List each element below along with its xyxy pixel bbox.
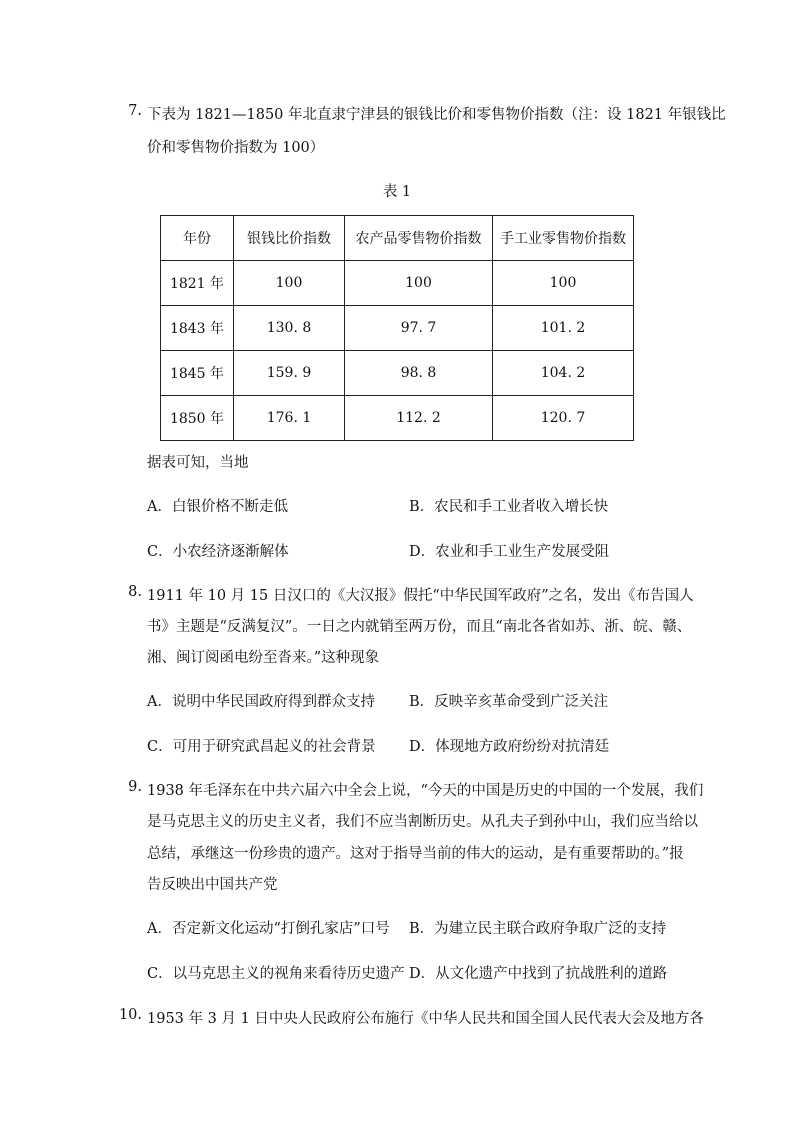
option-d[interactable]: D．从文化遗产中找到了抗战胜利的道路 [409, 966, 668, 982]
question-number: 8. [128, 584, 142, 600]
question-stem-line: 1953 年 3 月 1 日中央人民政府公布施行《中华人民共和国全国人民代表大会及地方各 [147, 1011, 704, 1027]
table-cell: 100 [234, 261, 345, 306]
table-cell: 1850 年 [161, 396, 234, 441]
question-stem-line: 1911 年 10 月 15 日汉口的《大汉报》假托“中华民国军政府”之名，发出《布告国人 [147, 588, 694, 604]
question-stem-line: 价和零售物价指数为 100） [147, 140, 325, 156]
table-header-cell: 年份 [161, 216, 234, 261]
table-cell: 101. 2 [493, 306, 634, 351]
table-caption: 表 1 [382, 184, 412, 200]
table-cell: 1821 年 [161, 261, 234, 306]
question-stem-line: 告反映出中国共产党 [147, 877, 278, 893]
option-d[interactable]: D．体现地方政府纷纷对抗清廷 [409, 739, 610, 755]
question-number: 10. [118, 1007, 142, 1023]
option-c[interactable]: C．可用于研究武昌起义的社会背景 [147, 739, 376, 755]
table-header-cell: 农产品零售物价指数 [345, 216, 493, 261]
question-stem-line: 总结，承继这一份珍贵的遗产。这对于指导当前的伟大的运动，是有重要帮助的。”报 [147, 846, 684, 862]
table-row [161, 351, 634, 396]
question-stem-line: 据表可知，当地 [147, 455, 249, 471]
table-cell: 176. 1 [234, 396, 345, 441]
table-cell: 104. 2 [493, 351, 634, 396]
table-cell: 1845 年 [161, 351, 234, 396]
table-header-cell: 手工业零售物价指数 [493, 216, 634, 261]
table-row [161, 261, 634, 306]
question-stem-line: 书》主题是“反满复汉”。一日之内就销至两万份，而且“南北各省如苏、浙、皖、赣、 [147, 619, 692, 635]
table-cell: 98. 8 [345, 351, 493, 396]
table-cell: 100 [493, 261, 634, 306]
question-stem-line: 下表为 1821—1850 年北直隶宁津县的银钱比价和零售物价指数（注：设 1821 年银钱比 [147, 107, 726, 123]
table-cell: 1843 年 [161, 306, 234, 351]
table-header-row [161, 216, 634, 261]
option-c[interactable]: C．小农经济逐渐解体 [147, 544, 289, 560]
table-header-cell: 银钱比价指数 [234, 216, 345, 261]
option-a[interactable]: A．否定新文化运动“打倒孔家店”口号 [147, 921, 390, 937]
question-stem-line: 湘、闽订阅函电纷至沓来。”这种现象 [147, 650, 380, 666]
table-cell: 159. 9 [234, 351, 345, 396]
table-cell: 130. 8 [234, 306, 345, 351]
option-b[interactable]: B．反映辛亥革命受到广泛关注 [409, 694, 609, 710]
option-b[interactable]: B．农民和手工业者收入增长快 [409, 499, 609, 515]
option-b[interactable]: B．为建立民主联合政府争取广泛的支持 [409, 921, 667, 937]
option-a[interactable]: A．白银价格不断走低 [147, 499, 288, 515]
question-number: 9. [128, 779, 142, 795]
price-index-table [160, 215, 634, 441]
table-cell: 112. 2 [345, 396, 493, 441]
table-row [161, 396, 634, 441]
table-cell: 97. 7 [345, 306, 493, 351]
table-cell: 120. 7 [493, 396, 634, 441]
option-d[interactable]: D．农业和手工业生产发展受阻 [409, 544, 610, 560]
option-a[interactable]: A．说明中华民国政府得到群众支持 [147, 694, 375, 710]
question-stem-line: 1938 年毛泽东在中共六届六中全会上说，“今天的中国是历史的中国的一个发展，我们 [147, 783, 704, 799]
question-stem-line: 是马克思主义的历史主义者，我们不应当割断历史。从孔夫子到孙中山，我们应当给以 [147, 814, 698, 830]
table-row [161, 306, 634, 351]
option-c[interactable]: C．以马克思主义的视角来看待历史遗产 [147, 966, 405, 982]
question-number: 7. [128, 103, 142, 119]
table-cell: 100 [345, 261, 493, 306]
